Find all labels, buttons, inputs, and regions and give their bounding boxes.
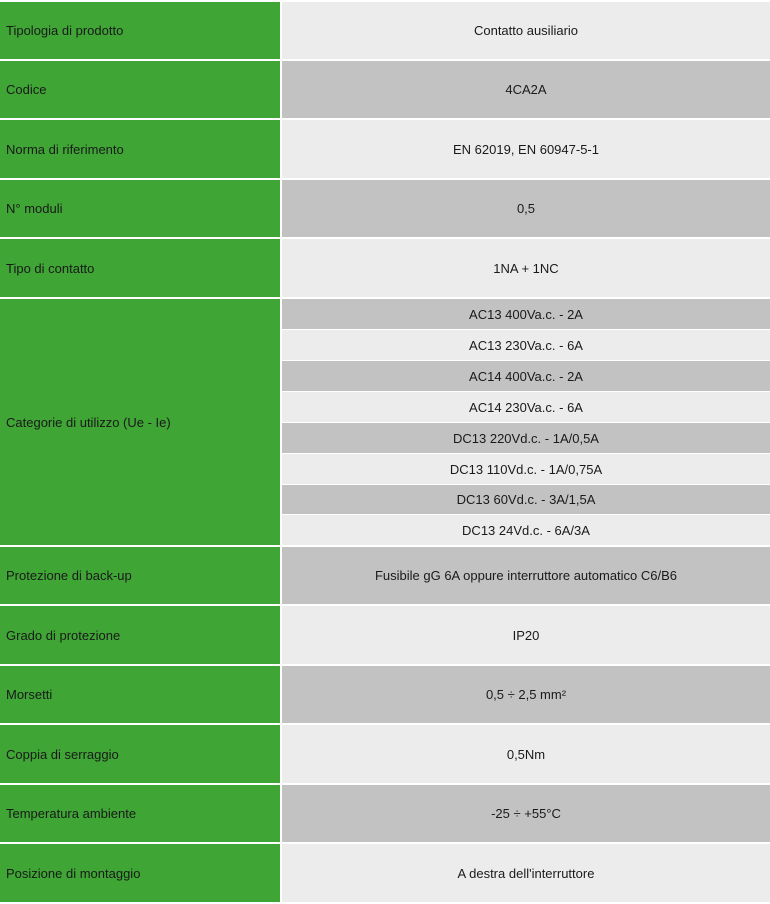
category-item: DC13 60Vd.c. - 3A/1,5A [282, 485, 770, 515]
row-value: 0,5Nm [282, 725, 770, 783]
row-label: Protezione di back-up [0, 547, 282, 604]
category-list [282, 299, 770, 545]
table-row [0, 180, 770, 237]
table-row [0, 547, 770, 604]
category-item: AC13 400Va.c. - 2A [282, 299, 770, 330]
row-label: Tipologia di prodotto [0, 2, 282, 59]
row-value: -25 ÷ +55°C [282, 785, 770, 842]
table-row [0, 666, 770, 723]
row-label: Tipo di contatto [0, 239, 282, 297]
table-row [0, 61, 770, 118]
row-label: Temperatura ambiente [0, 785, 282, 842]
table-row [0, 844, 770, 902]
row-label: Categorie di utilizzo (Ue - Ie) [0, 299, 282, 545]
category-item: DC13 24Vd.c. - 6A/3A [282, 515, 770, 545]
row-value: Contatto ausiliario [282, 2, 770, 59]
row-value: 0,5 ÷ 2,5 mm² [282, 666, 770, 723]
table-row [0, 239, 770, 297]
row-value: A destra dell'interruttore [282, 844, 770, 902]
table-row [0, 2, 770, 59]
row-value: 0,5 [282, 180, 770, 237]
category-item: AC13 230Va.c. - 6A [282, 330, 770, 361]
table-row-categories [0, 299, 770, 545]
category-item: DC13 220Vd.c. - 1A/0,5A [282, 423, 770, 454]
row-value: IP20 [282, 606, 770, 664]
row-label: Morsetti [0, 666, 282, 723]
row-label: Posizione di montaggio [0, 844, 282, 902]
category-item: AC14 400Va.c. - 2A [282, 361, 770, 392]
table-row [0, 725, 770, 783]
row-label: N° moduli [0, 180, 282, 237]
table-row [0, 120, 770, 178]
category-item: AC14 230Va.c. - 6A [282, 392, 770, 423]
row-label: Codice [0, 61, 282, 118]
row-value: Fusibile gG 6A oppure interruttore automatico C6/B6 [282, 547, 770, 604]
category-item: DC13 110Vd.c. - 1A/0,75A [282, 454, 770, 485]
row-label: Coppia di serraggio [0, 725, 282, 783]
row-value: 4CA2A [282, 61, 770, 118]
row-value: 1NA + 1NC [282, 239, 770, 297]
row-value: EN 62019, EN 60947-5-1 [282, 120, 770, 178]
row-label: Grado di protezione [0, 606, 282, 664]
row-label: Norma di riferimento [0, 120, 282, 178]
table-row [0, 785, 770, 842]
table-row [0, 606, 770, 664]
